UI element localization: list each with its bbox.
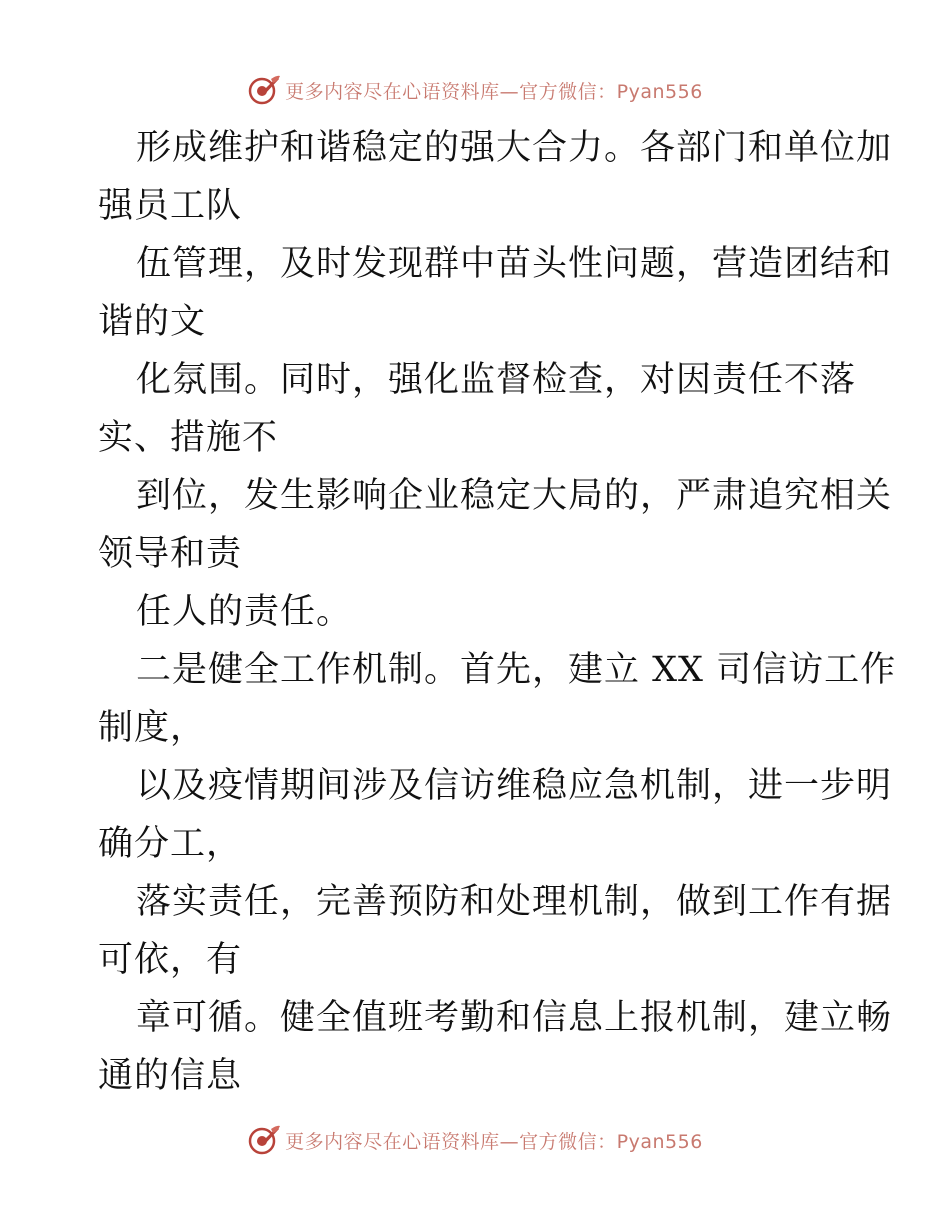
body-line: 伍管理，及时发现群中苗头性问题，营造团结和: [136, 244, 893, 284]
body-line: 化氛围。同时，强化监督检查，对因责任不落: [136, 360, 857, 400]
body-line: 通的信息: [98, 1056, 243, 1096]
footer-banner-text: 更多内容尽在心语资料库—官方微信：Pyan556: [285, 1130, 703, 1153]
body-line: 章可循。健全值班考勤和信息上报机制，建立畅: [136, 998, 893, 1038]
body-line: 确分工，: [98, 824, 243, 864]
footer-banner: [0, 1120, 950, 1160]
body-line: 领导和责: [98, 534, 243, 574]
body-line: 以及疫情期间涉及信访维稳应急机制，进一步明: [136, 766, 893, 806]
header-banner-text: 更多内容尽在心语资料库—官方微信：Pyan556: [285, 80, 703, 103]
body-line: 到位，发生影响企业稳定大局的，严肃追究相关: [136, 476, 893, 516]
body-line: 谐的文: [98, 302, 207, 342]
body-line: 落实责任，完善预防和处理机制，做到工作有据: [136, 882, 893, 922]
body-line: 任人的责任。: [136, 592, 353, 632]
body-line: 形成维护和谐稳定的强大合力。各部门和单位加: [136, 128, 893, 168]
body-line: 制度，: [98, 708, 207, 748]
body-line: 实、措施不: [98, 418, 279, 458]
body-line: 可依，有: [98, 940, 243, 980]
body-line: 强员工队: [98, 186, 243, 226]
quill-seal-logo-icon: [247, 1123, 281, 1157]
body-line: 二是健全工作机制。首先，建立 XX 司信访工作: [136, 650, 897, 690]
